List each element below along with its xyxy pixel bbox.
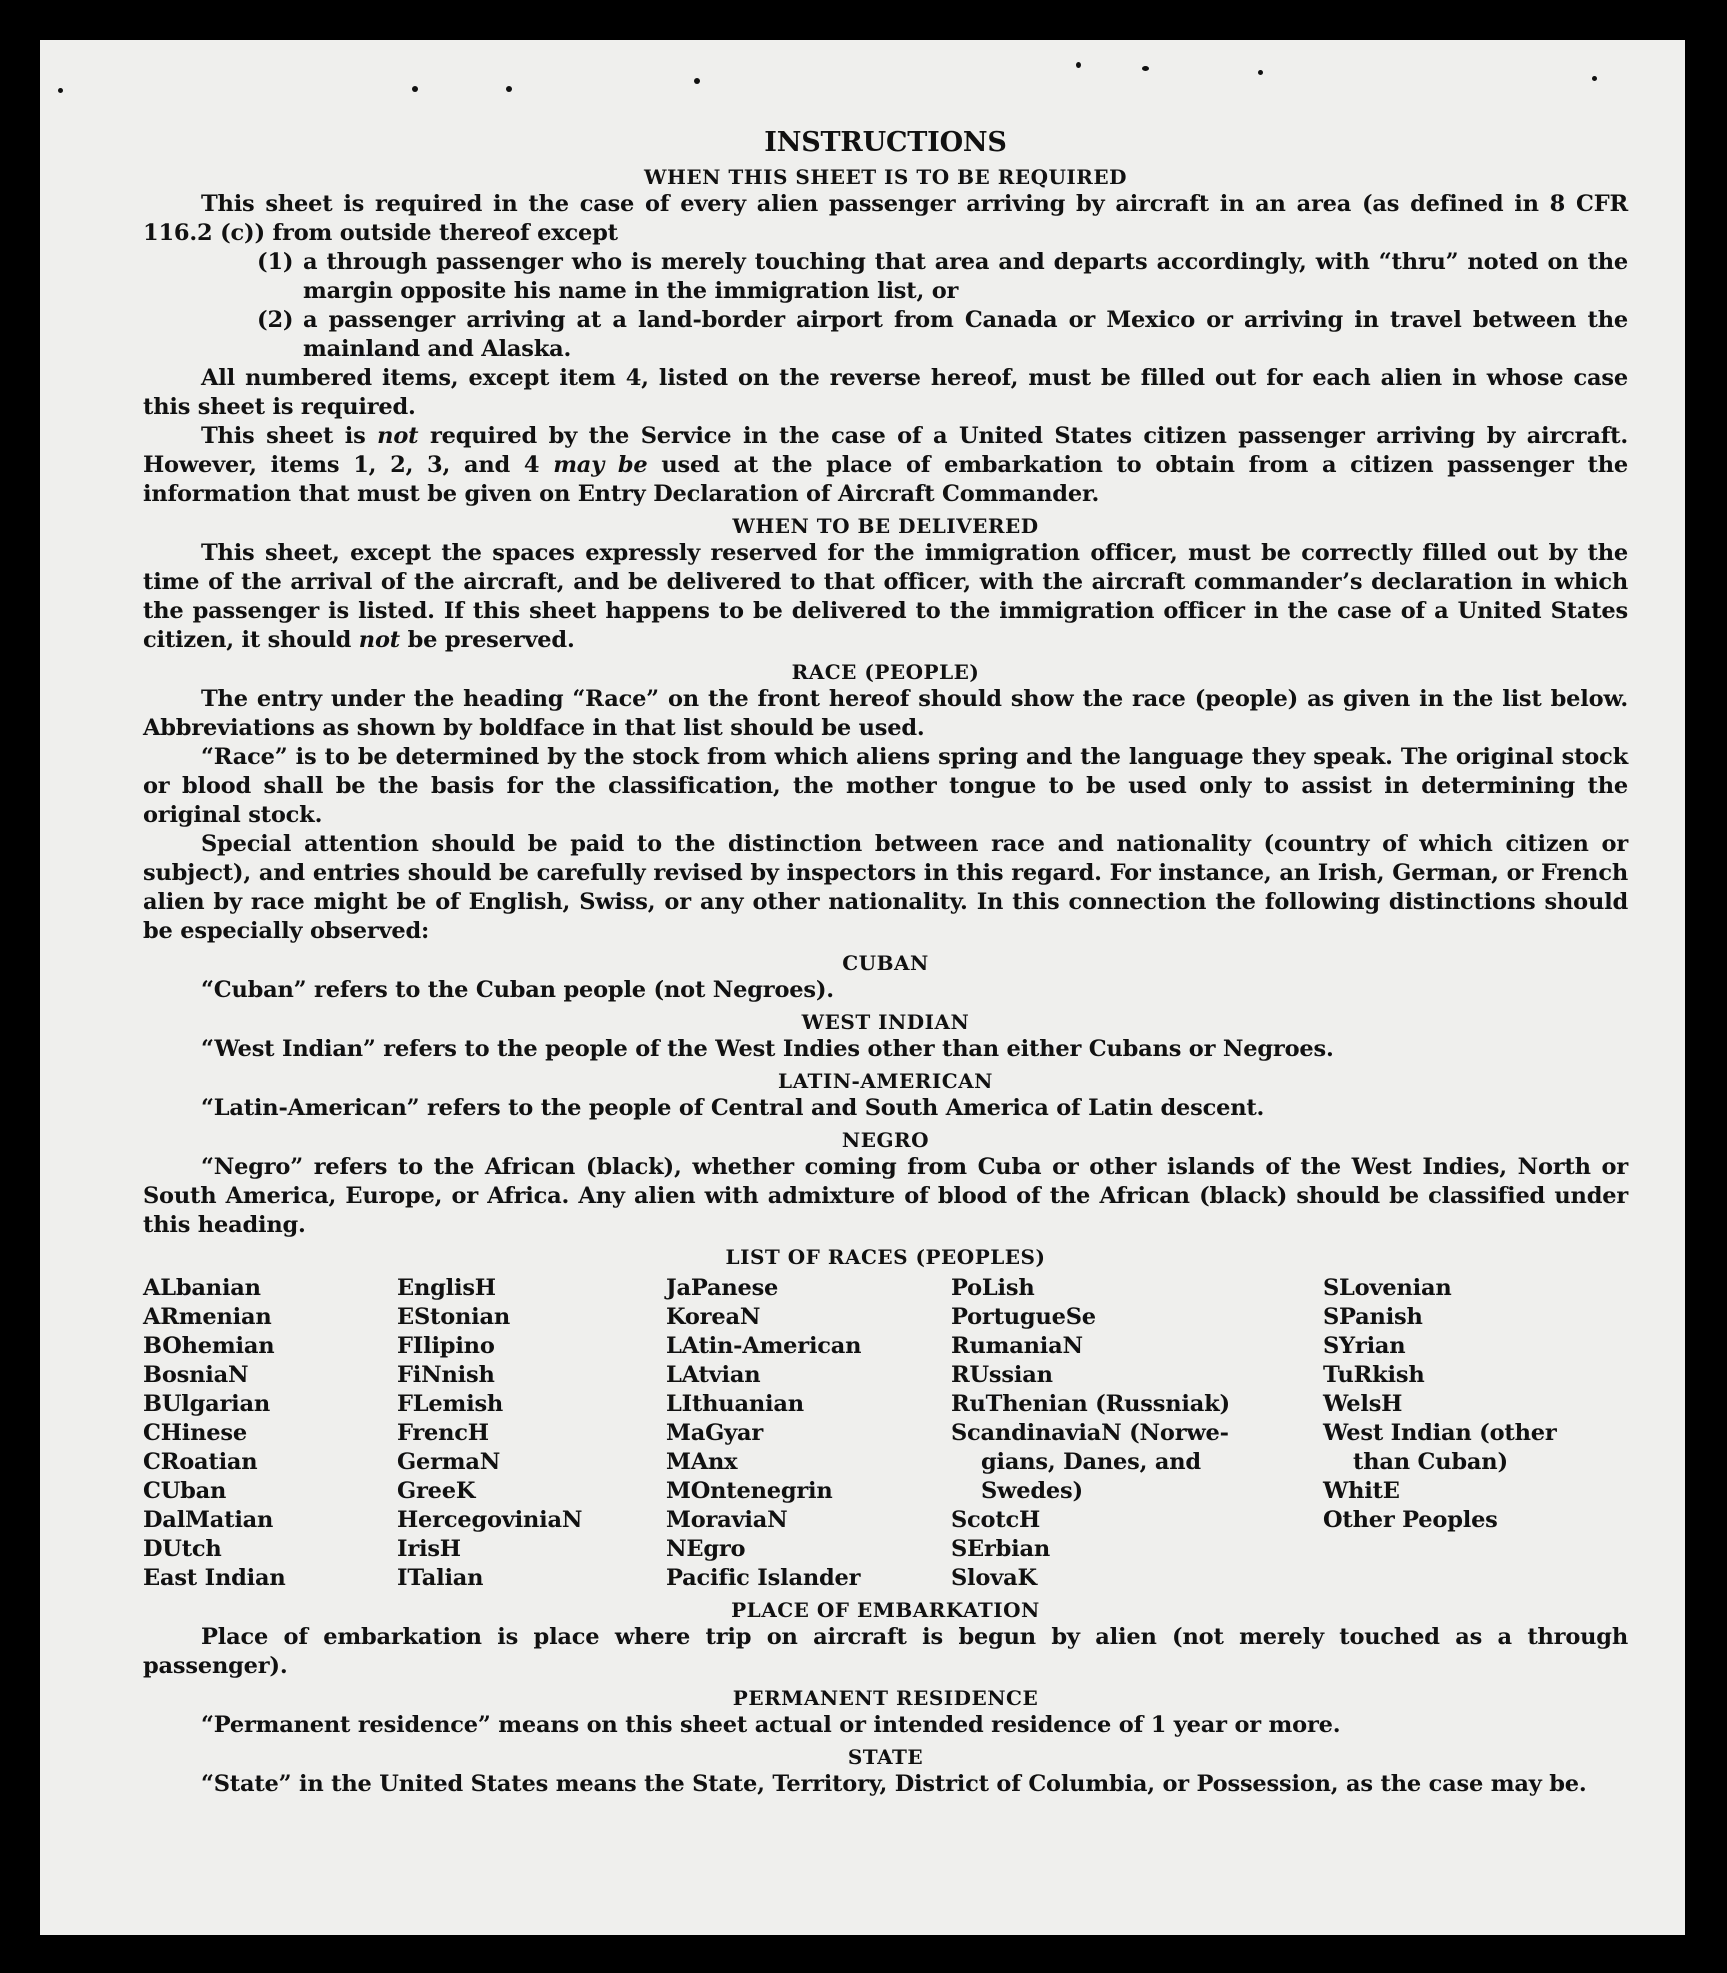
race-entry: RumaniaN: [951, 1333, 1083, 1359]
paragraph: Special attention should be paid to the distinction between race and nationality (country of which citizen or subject), and entries should be carefully revised by inspectors in this regard. For instance, an Irish, German, or French alien by race might be of English, Swiss, or any other nationality. In this connection the following distinctions should be especially observed:: [143, 831, 1628, 944]
item-text: a passenger arriving at a land-border airport from Canada or Mexico or arriving in travel between the mainland and Alaska.: [303, 307, 1628, 362]
race-entry: NEgro: [666, 1536, 746, 1562]
dust-speck: [694, 78, 700, 84]
document-page: [40, 40, 1685, 1935]
race-entry: LIthuanian: [666, 1391, 804, 1417]
race-entry: West Indian (other: [1323, 1420, 1557, 1446]
heading-list-of-races: LIST OF RACES (PEOPLES): [725, 1245, 1046, 1269]
dust-speck: [1076, 62, 1081, 68]
race-entry: MaGyar: [666, 1420, 764, 1446]
dust-speck: [1258, 70, 1263, 75]
paragraph: This sheet is required in the case of every alien passenger arriving by aircraft in an area (as defined in 8 CFR 116.2 (c)) from outside thereof except: [143, 191, 1628, 246]
race-entry: SErbian: [951, 1536, 1051, 1562]
paragraph: The entry under the heading “Race” on the front hereof should show the race (people) as given in the list below. Abbreviations as shown by boldface in that list should be used.: [143, 686, 1628, 741]
races-column: [143, 1274, 397, 1593]
race-entry: ScotcH: [951, 1507, 1041, 1533]
race-entry: RuThenian (Russniak): [951, 1391, 1230, 1417]
page-title: INSTRUCTIONS: [764, 127, 1007, 158]
races-column: [951, 1274, 1323, 1593]
race-entry: SlovaK: [951, 1565, 1037, 1591]
race-entry: FrencH: [397, 1420, 489, 1446]
race-entry: than Cuban): [1353, 1449, 1508, 1475]
races-list: [143, 1274, 1628, 1593]
race-entry: WhitE: [1323, 1478, 1400, 1504]
heading-embarkation: PLACE OF EMBARKATION: [731, 1598, 1040, 1622]
race-entry: BosniaN: [143, 1362, 249, 1388]
race-entry: gians, Danes, and: [981, 1449, 1201, 1475]
dust-speck: [58, 88, 63, 93]
race-entry: PortugueSe: [951, 1304, 1096, 1330]
race-entry: GreeK: [397, 1478, 476, 1504]
paragraph: “Permanent residence” means on this sheet actual or intended residence of 1 year or more.: [201, 1712, 1341, 1738]
races-column: [1323, 1274, 1623, 1593]
race-entry: BOhemian: [143, 1333, 275, 1359]
paragraph: “Race” is to be determined by the stock from which aliens spring and the language they speak. The original stock or blood shall be the basis for the classification, the mother tongue to be used only to assist in determining the original stock.: [143, 744, 1628, 828]
dust-speck: [1142, 66, 1149, 71]
race-entry: CRoatian: [143, 1449, 258, 1475]
race-entry: EnglisH: [397, 1275, 496, 1301]
race-entry: ITalian: [397, 1565, 484, 1591]
paragraph: “State” in the United States means the State, Territory, District of Columbia, or Possession, as the case may be.: [201, 1771, 1587, 1797]
race-entry: Pacific Islander: [666, 1565, 861, 1591]
heading-cuban: CUBAN: [842, 951, 929, 975]
paragraph: “Latin-American” refers to the people of Central and South America of Latin descent.: [201, 1095, 1265, 1121]
race-entry: TuRkish: [1323, 1362, 1425, 1388]
race-entry: DalMatian: [143, 1507, 274, 1533]
races-column: [666, 1274, 951, 1593]
race-entry: MOntenegrin: [666, 1478, 833, 1504]
race-entry: WelsH: [1323, 1391, 1403, 1417]
races-column: [397, 1274, 666, 1593]
race-entry: FLemish: [397, 1391, 504, 1417]
race-entry: HercegoviniaN: [397, 1507, 583, 1533]
race-entry: East Indian: [143, 1565, 286, 1591]
heading-west-indian: WEST INDIAN: [801, 1010, 970, 1034]
race-entry: SLovenian: [1323, 1275, 1452, 1301]
race-entry: Other Peoples: [1323, 1507, 1498, 1533]
paragraph: “West Indian” refers to the people of the West Indies other than either Cubans or Negroes.: [201, 1036, 1334, 1062]
race-entry: LAtin-American: [666, 1333, 862, 1359]
paragraph: “Cuban” refers to the Cuban people (not Negroes).: [201, 977, 834, 1003]
list-item: [143, 306, 1628, 364]
race-entry: CHinese: [143, 1420, 247, 1446]
heading-negro: NEGRO: [841, 1128, 930, 1152]
paragraph: “Negro” refers to the African (black), whether coming from Cuba or other islands of the West Indies, North or South America, Europe, or Africa. Any alien with admixture of blood of the African (black) should be classified under this heading.: [143, 1154, 1628, 1238]
paragraph: All numbered items, except item 4, listed on the reverse hereof, must be filled out for each alien in whose case this sheet is required.: [143, 365, 1628, 420]
race-entry: GermaN: [397, 1449, 501, 1475]
heading-when-delivered: WHEN TO BE DELIVERED: [732, 514, 1039, 538]
race-entry: SPanish: [1323, 1304, 1423, 1330]
race-entry: MoraviaN: [666, 1507, 788, 1533]
heading-race: RACE (PEOPLE): [791, 660, 980, 684]
race-entry: ALbanian: [143, 1275, 261, 1301]
race-entry: MAnx: [666, 1449, 738, 1475]
heading-state: STATE: [847, 1745, 924, 1769]
item-text: a through passenger who is merely touching that area and departs accordingly, with “thru” noted on the margin opposite his name in the immigration list, or: [303, 249, 1628, 304]
paragraph: Place of embarkation is place where trip on aircraft is begun by alien (not merely touched as a through passenger).: [143, 1624, 1628, 1679]
heading-permanent-residence: PERMANENT RESIDENCE: [732, 1686, 1039, 1710]
race-entry: PoLish: [951, 1275, 1035, 1301]
race-entry: ScandinaviaN (Norwe-: [951, 1420, 1229, 1446]
race-entry: LAtvian: [666, 1362, 761, 1388]
race-entry: FiNnish: [397, 1362, 495, 1388]
heading-when-required: WHEN THIS SHEET IS TO BE REQUIRED: [644, 165, 1127, 189]
race-entry: JaPanese: [666, 1275, 779, 1301]
race-entry: FIlipino: [397, 1333, 495, 1359]
race-entry: IrisH: [397, 1536, 461, 1562]
race-entry: EStonian: [397, 1304, 511, 1330]
paragraph: This sheet is not required by the Service in the case of a United States citizen passenger arriving by aircraft. However, items 1, 2, 3, and 4 may be used at the place of embarkation to obtain from a citizen passenger the information that must be given on Entry Declaration of Aircraft Commander.: [143, 423, 1629, 507]
instructions-text: [143, 112, 1628, 1799]
dust-speck: [412, 86, 418, 92]
item-number: (2): [257, 307, 294, 333]
race-entry: BUlgarian: [143, 1391, 271, 1417]
paragraph: This sheet, except the spaces expressly reserved for the immigration officer, must be correctly filled out by the time of the arrival of the aircraft, and be delivered to that officer, with the aircraft commander’s declaration in which the passenger is listed. If this sheet happens to be delivered to the immigration officer in the case of a United States citizen, it should not be preserved.: [143, 540, 1628, 653]
race-entry: KoreaN: [666, 1304, 761, 1330]
race-entry: ARmenian: [143, 1304, 272, 1330]
list-item: [143, 248, 1628, 306]
race-entry: CUban: [143, 1478, 227, 1504]
heading-latin-american: LATIN-AMERICAN: [778, 1069, 993, 1093]
dust-speck: [1592, 76, 1597, 81]
item-number: (1): [257, 249, 294, 275]
race-entry: SYrian: [1323, 1333, 1406, 1359]
race-entry: DUtch: [143, 1536, 222, 1562]
race-entry: RUssian: [951, 1362, 1053, 1388]
dust-speck: [506, 86, 512, 92]
race-entry: Swedes): [981, 1478, 1083, 1504]
